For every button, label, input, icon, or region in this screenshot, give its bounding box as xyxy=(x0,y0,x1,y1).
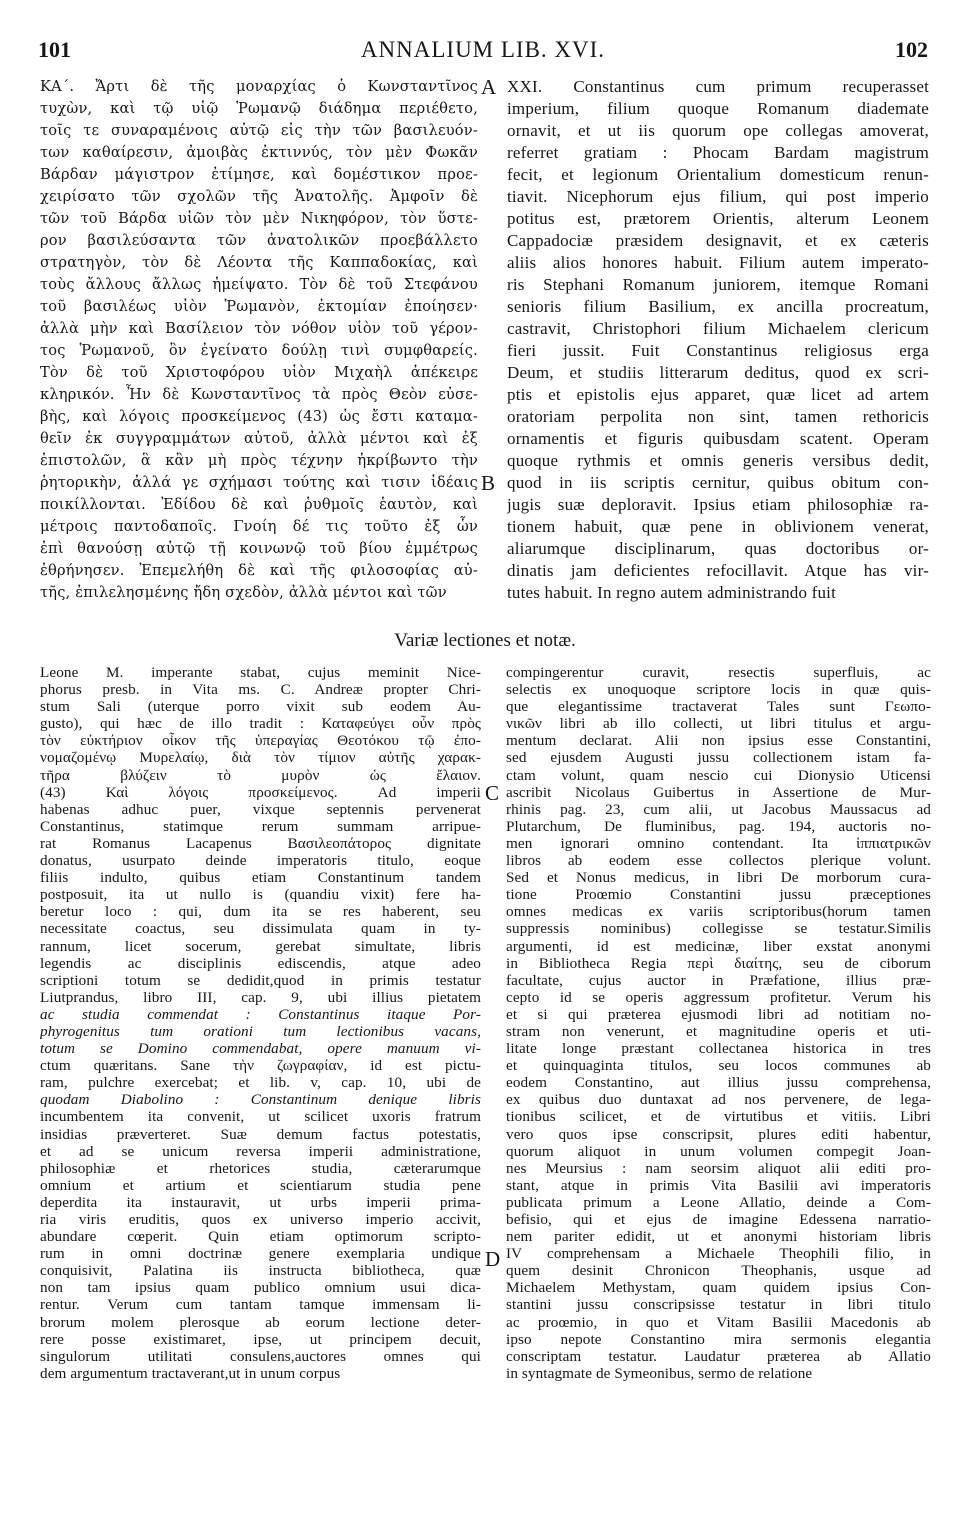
note-line: necessitate coactus, seu dissimulata quam in ty- xyxy=(40,920,481,938)
greek-text-line: μέτροις παντοδαποῖς. Γνοίη δέ τις τοῦτο ἐξ ὧν xyxy=(40,518,478,535)
greek-text-line: ποικίλλονται. Ἐδίδου δὲ καὶ ῥυθμοῖς ἑαυτὸν, καὶ xyxy=(40,496,478,513)
latin-text-line: tiavit. Nicephorum ejus filium, qui post imperio xyxy=(507,187,929,206)
greek-text-line: τος Ῥωμανοῦ, ὃν ἐγείνατο δούλῃ τινὶ συμφθαρείς. xyxy=(40,342,478,359)
latin-text-line: tutes habuit. In regno autem administrando fuit xyxy=(507,583,837,602)
note-line: mentum declarat. Alii non ipsius esse Constantini, xyxy=(506,732,931,750)
note-line: ipso nepote Constantino mira sermonis elegantia xyxy=(506,1330,931,1348)
greek-text-line: τῶν τοῦ Βάρδα υἱῶν τὸν μὲν Νικηφόρον, τὸν ὕστε- xyxy=(40,210,478,227)
note-line: tionibus scilicet, et de virtutibus et vitiis. Libri xyxy=(506,1108,931,1126)
note-line: befisio, qui et ejus de imagine Edessena narratio- xyxy=(506,1211,931,1228)
note-line: tione Proœmio Constantini jussu præceptiones xyxy=(506,886,931,904)
latin-text-line: aliis alios honores habuit. Filium autem imperato- xyxy=(507,253,929,272)
note-line: philosophiæ et rhetorices studia, cæterarumque xyxy=(40,1159,481,1177)
note-line: et ad se unicum reversa imperii administratione, xyxy=(40,1142,481,1160)
note-line: selectis ex unoquoque scriptore locis in quæ quis- xyxy=(506,681,931,699)
note-line: ctum quæritans. Sane τὴν ζωγραφίαν, id est pictu- xyxy=(40,1057,481,1075)
note-line: stantini jussu conscripsisse testatur in libri titulo xyxy=(506,1296,931,1314)
note-line: (43) Καὶ λόγοις προσκείμενος. Ad imperii xyxy=(40,783,481,801)
margin-marker-c: C xyxy=(485,781,500,805)
note-line: conquisivit, Palatina iis instructa bibliotheca, quæ xyxy=(40,1262,481,1280)
margin-marker-d: D xyxy=(485,1247,501,1271)
note-line: vero quos ipse conscripsit, plures editi habentur, xyxy=(506,1125,931,1143)
note-line: compingerentur curavit, resectis superfluis, ac xyxy=(506,664,931,681)
note-line: Plutarchum, De fluminibus, pag. 194, auctoris no- xyxy=(506,817,931,835)
note-line: beretur loco : qui, dum ita se res haberent, seu xyxy=(40,903,481,921)
greek-text-line: ἐπὶ θανούσῃ αὐτῷ τῇ κοινωνῷ τοῦ βίου ἐμμέτρως xyxy=(40,540,478,557)
note-line: litate longe præstant collectanea historica in tres xyxy=(506,1040,931,1058)
note-line: quodam Diabolino : Constantinum denique libris xyxy=(40,1091,481,1109)
note-line: suppressis nominibus) collegisse se testatur.Similis xyxy=(506,920,931,938)
greek-text-line: των καθαίρεσιν, ἀμοιβὰς ἐκτιννύς, τὸν μὲν Φωκᾶν xyxy=(40,144,478,161)
latin-text-line: ris Stephani Romanum juniorem, itemque Romani xyxy=(507,275,929,294)
latin-text-column xyxy=(507,76,929,604)
greek-text-line: τοῦ βασιλέως υἱὸν Ῥωμανὸν, ἐκτομίαν ἐποίησεν· xyxy=(40,298,478,315)
note-line: nem pariter edidit, ut et anonymi historiam libris xyxy=(506,1228,931,1246)
note-line: dem argumentum tractaverant,ut in unum corpus xyxy=(40,1364,341,1382)
note-line: totum se Domino commendabat, opere manuum vi- xyxy=(40,1040,481,1058)
greek-text-line: τοῖς τε συναραμένοις αὐτῷ εἰς τὴν τῶν βασιλευόν- xyxy=(40,122,478,139)
note-line: argumenti, id est medicinæ, liber exstat anonymi xyxy=(506,937,931,955)
greek-text-line: τυχὼν, καὶ τῷ υἱῷ Ῥωμανῷ διάδημα περιέθετο, xyxy=(40,100,478,117)
latin-text-line: fecit, et legionum Orientalium domesticum renun- xyxy=(507,165,929,184)
note-line: insidias præverteret. Suæ demum factus potestatis, xyxy=(40,1125,481,1143)
note-line: conscriptam testatur. Laudatur præterea ab Allatio xyxy=(506,1347,931,1365)
greek-text-line: βὴς, καὶ λόγοις προσκείμενος (43) ὡς ἔστι καταμα- xyxy=(40,408,478,425)
note-line: sed ejusdem Augusti jussu collectionem istam fa- xyxy=(506,749,931,767)
note-line: τῆρα βλύζειν τὸ μυρὸν ὡς ἔλαιον. xyxy=(40,766,481,784)
note-line: abundare cœperit. Quin etiam optimorum scripto- xyxy=(40,1228,481,1246)
note-line: legendis ac disciplinis ediscendis, atque adeo xyxy=(40,954,481,972)
note-line: nes Meursius : nam seorsim aliquot alii editi pro- xyxy=(506,1159,931,1177)
latin-text-line: tionem habuit, quæ pene in oblivionem venerat, xyxy=(507,517,929,536)
latin-text-line: ornavit, et ut iis quorum ope collegas amoverat, xyxy=(507,121,929,140)
greek-text-line: τῆς, ἐπιλελησμένης ἤδη σχεδὸν, ἀλλὰ μέντοι καὶ τῶν xyxy=(40,584,447,601)
latin-text-line: referret gratiam : Phocam Bardam magistrum xyxy=(507,143,929,162)
latin-text-line: potitus est, prætorem Orientis, alterum Leonem xyxy=(507,209,929,228)
note-line: ram, pulchre exercebat; et lib. v, cap. 10, ubi de xyxy=(40,1074,481,1092)
note-line: non tam ipsius quam publico omnium usui dica- xyxy=(40,1279,481,1297)
note-line: rentur. Verum cum tantam tamque immensam li- xyxy=(40,1296,481,1314)
latin-text-line: imperium, filium quoque Romanum diademate xyxy=(507,99,929,118)
notes-right-column xyxy=(506,664,931,1382)
note-line: in Bibliotheca Regia περὶ διαίτης, seu de ciborum xyxy=(506,954,931,972)
greek-text-line: θεῖν ἐκ συγγραμμάτων αὐτοῦ, ἀλλὰ μέντοι καὶ ἐξ xyxy=(40,430,478,447)
greek-text-line: ρον βασιλεύσαντα τῶν ἀνατολικῶν προεβάλλετο xyxy=(40,232,478,249)
latin-text-line: quod in iis scriptis cernitur, quibus obitum con- xyxy=(507,473,929,492)
note-line: incumbentem ita convenit, ut scilicet uxoris fratrum xyxy=(40,1108,481,1126)
latin-text-line: castravit, Christophori filium Michaelem clericum xyxy=(507,319,929,338)
greek-text-line: ΚΑ΄. Ἄρτι δὲ τῆς μοναρχίας ὁ Κωνσταντῖνος xyxy=(40,78,478,95)
running-title: ANNALIUM LIB. XVI. xyxy=(360,37,606,62)
greek-text-column xyxy=(40,76,478,604)
latin-text-line: fieri jussit. Fuit Constantinus religiosus erga xyxy=(507,341,929,360)
greek-text-line: τοὺς ἄλλους ἄλλως ἠμείψατο. Τὸν δὲ τοῦ Στεφάνου xyxy=(40,276,478,293)
note-line: habenas adhuc puer, vixque septennis pervenerat xyxy=(40,800,481,818)
latin-text-line: quoque rythmis et omnis generis versibus dedit, xyxy=(507,451,929,470)
note-line: νομαζομένῳ Μυρελαίῳ, διὰ τὸν τίμιον αὐτῆς χαρακ- xyxy=(40,749,481,767)
note-line: libros ab eodem esse collectos plerique volunt. xyxy=(506,852,931,870)
note-line: rere posse existimaret, ipse, ut principem decuit, xyxy=(40,1330,481,1348)
note-line: ria viris eruditis, quos ex universo imperio accivit, xyxy=(40,1211,481,1228)
latin-text-line: Deum, et studiis litterarum deditus, quod ex scri- xyxy=(507,363,929,382)
note-line: Constantinus, statimque rerum summam arripue- xyxy=(40,817,481,835)
greek-text-line: Βάρδαν μάγιστρον ἐτίμησε, καὶ δομέστικον προε- xyxy=(40,166,478,183)
note-line: filiis indulto, quibus etiam Constantinum tandem xyxy=(40,869,481,887)
note-line: omnes medicas ex variis scriptoribus(horum tamen xyxy=(506,903,931,921)
note-line: stum Sali (uterque porro vixit sub eodem Au- xyxy=(40,698,481,716)
note-line: facultate, cujus auctor in Præfatione, illius præ- xyxy=(506,971,931,989)
greek-text-line: ῥητορικὴν, ἀλλά γε σχήμασι τούτης καὶ τισιν ἰδέαις xyxy=(40,474,478,491)
greek-text-line: ἐπιστολῶν, ἃ κἂν μὴ πρὸς τέχνην ἠκρίβωντο τὴν xyxy=(40,452,478,469)
note-line: ac studia commendat : Constantinus itaque Por- xyxy=(40,1005,481,1023)
note-line: νικῶν libri ab illo collecti, ut libri titulus et argu- xyxy=(506,715,931,733)
note-line: ascribit Nicolaus Guibertus in Assertione de Mur- xyxy=(506,783,931,801)
note-line: Michaelem Methystam, quam quidem ipsius Con- xyxy=(506,1279,931,1297)
note-line: quem desinit Chronicon Theophanis, usque ad xyxy=(506,1262,931,1280)
note-line: eodem Constantino, aut illius jussu comprehensa, xyxy=(506,1074,931,1092)
note-line: Leone M. imperante stabat, cujus meminit Nice- xyxy=(40,664,481,681)
note-line: publicata primum a Leone Allatio, deinde a Com- xyxy=(506,1193,931,1211)
greek-text-line: χειρίσατο τῶν σχολῶν τῆς Ἀνατολῆς. Ἀμφοῖν δὲ xyxy=(40,188,478,205)
margin-marker-b: B xyxy=(481,471,496,495)
latin-text-line: senioris filium Basilium, ex ancilla procreatum, xyxy=(507,297,929,316)
note-line: men ignorari omnino contendant. Ita ἱππιατρικῶν xyxy=(506,834,931,852)
note-line: rannum, licet socerum, gerebat simultate, libris xyxy=(40,937,481,955)
latin-text-line: ptis et epistolis ejus apparet, quæ licet ad artem xyxy=(507,385,929,404)
greek-text-line: στρατηγὸν, τὸν δὲ Λέοντα τῆς Καππαδοκίας, καὶ xyxy=(40,254,478,271)
margin-marker-a: A xyxy=(481,75,497,99)
greek-text-line: Τὸν δὲ τοῦ Χριστοφόρου υἱὸν Μιχαὴλ ἀπέκειρε xyxy=(40,364,478,381)
latin-text-line: Cappadociæ præsidem designavit, et ex cæteris xyxy=(507,231,929,250)
greek-text-line: κληρικόν. Ἦν δὲ Κωνσταντῖνος τὰ πρὸς Θεὸν εὐσε- xyxy=(40,386,478,403)
note-line: scriptioni totum se dedidit,quod in primis testatur xyxy=(40,971,481,989)
note-line: stant, atque in primis Vita Basilii avi imperatoris xyxy=(506,1176,931,1194)
note-line: rum in omni doctrinæ genere exemplaria undique xyxy=(40,1245,481,1263)
latin-text-line: oratoriam perpolita non sint, tamen rethoricis xyxy=(507,407,929,426)
note-line: omnium et artium et scientiarum studia pene xyxy=(40,1176,481,1194)
note-line: in syntagmate de Symeonibus, sermo de relatione xyxy=(506,1364,813,1382)
note-line: stram non venerunt, et magnitudine operis et uti- xyxy=(506,1022,931,1040)
note-line: Liutprandus, libro III, cap. 9, ubi illius pietatem xyxy=(40,988,481,1006)
note-line: gusto), qui hæc de illo tradit : Καταφεύγει οὖν πρὸς xyxy=(40,715,481,733)
greek-text-line: ἐθρήνησεν. Ἐπεμελήθη δὲ καὶ τῆς φιλοσοφίας αὐ- xyxy=(40,562,478,579)
note-line: donatus, usurpato deinde imperatoris titulo, eoque xyxy=(40,852,481,870)
variae-lectiones-heading: Variæ lectiones et notæ. xyxy=(394,630,576,651)
latin-text-line: jugis suæ deploravit. Ipsius etiam philosophiæ ra- xyxy=(507,495,929,514)
note-line: que elegantissime tractaverat Tales sunt Γεωπο- xyxy=(506,698,931,716)
note-line: τὸν εὐκτήριον οἶκον τῆς ὑπεραγίας Θεοτόκου τῷ ἐπο- xyxy=(40,732,481,750)
note-line: rat Romanus Lacapenus Βασιλεοπάτορος dignitate xyxy=(40,834,481,852)
latin-text-line: dinatis jam deficientes refocillavit. Atque has vir- xyxy=(507,561,929,580)
note-line: deperdita ita instauravit, ut urbs imperii prima- xyxy=(40,1193,481,1211)
latin-text-line: ornamentis et figuris quibusdam scatent. Operam xyxy=(507,429,929,448)
note-line: ac proœmio, in quo et Vitam Basilii Macedonis ab xyxy=(506,1313,931,1331)
note-line: et quinquaginta titulos, seu locos communes ab xyxy=(506,1057,931,1075)
page-number-left: 101 xyxy=(38,37,71,62)
note-line: postposuit, ita ut nullo is (quandiu vixit) fere ha- xyxy=(40,886,481,904)
note-line: rhinis pag. 23, cum alii, ut Jacobus Maussacus ad xyxy=(506,800,931,818)
note-line: singulorum utilitati consulens,auctores omnes qui xyxy=(40,1347,481,1365)
note-line: ctam volunt, quam nescio cui Dionysio Uticensi xyxy=(506,766,931,784)
note-line: IV comprehensam a Michaele Theophili filio, in xyxy=(506,1245,931,1263)
running-header xyxy=(38,37,928,67)
note-line: ex quibus duo duntaxat ad nos pervenere, de lega- xyxy=(506,1091,931,1109)
latin-text-line: aliarumque disciplinarum, quas doctoribus or- xyxy=(507,539,929,558)
note-line: phyrogenitus tum orationi tum lectionibus vacans, xyxy=(40,1022,481,1040)
note-line: phorus presb. in Vita ms. C. Andreæ propter Chri- xyxy=(40,681,481,699)
notes-left-column xyxy=(40,664,481,1382)
latin-text-line: XXI. Constantinus cum primum recuperasset xyxy=(507,77,929,96)
note-line: quorum aliquot in unum volumen compegit Joan- xyxy=(506,1142,931,1160)
note-line: cepto id se operis aggressum profitetur. Verum his xyxy=(506,988,931,1006)
note-line: et si qui præterea ejusmodi libri ad notitiam no- xyxy=(506,1005,931,1023)
note-line: brorum molem plerosque ab eorum lectione deter- xyxy=(40,1313,481,1331)
page-number-right: 102 xyxy=(895,37,928,62)
note-line: Sed et Nonus medicus, in libri De morborum cura- xyxy=(506,869,931,887)
greek-text-line: ἀλλὰ μὴν καὶ Βασίλειον τὸν νόθον υἱὸν τοῦ γέρον- xyxy=(40,320,478,337)
